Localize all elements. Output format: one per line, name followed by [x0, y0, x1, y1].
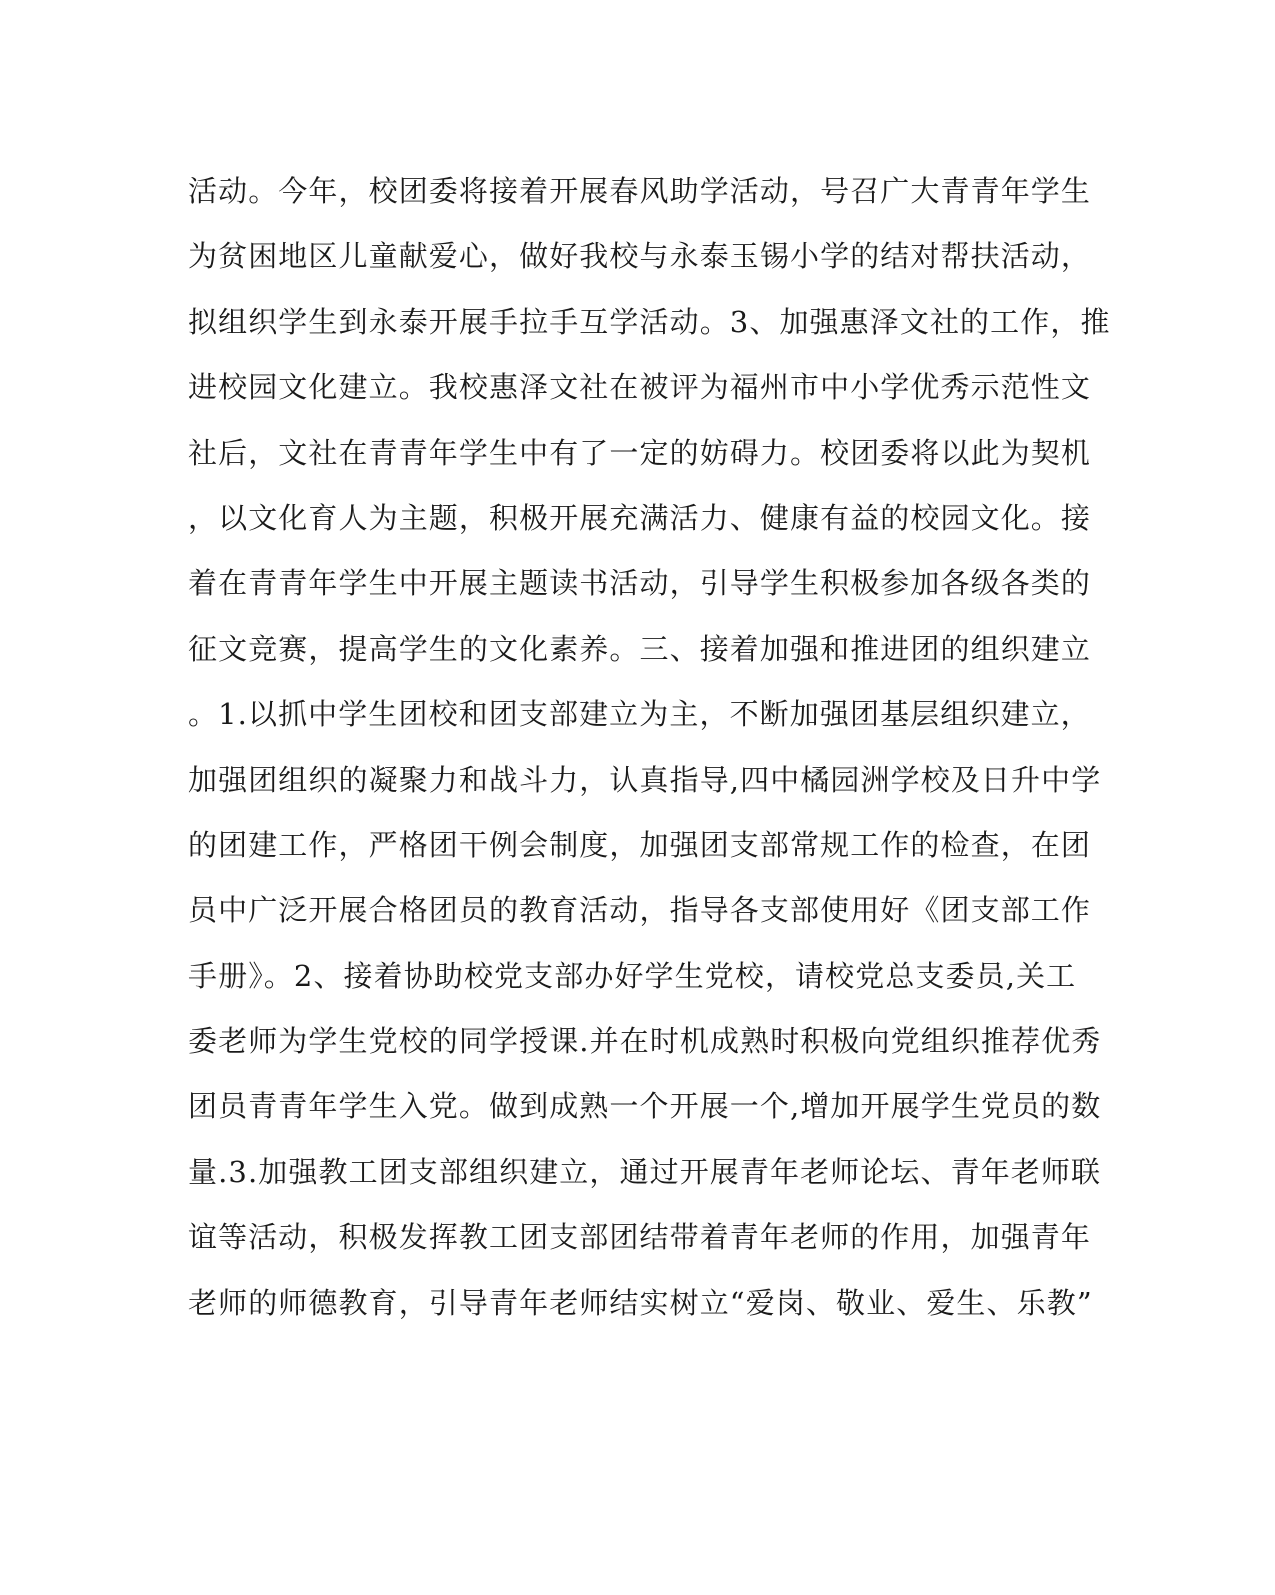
- text-line: 的团建工作，严格团干例会制度，加强团支部常规工作的检查，在团: [188, 827, 1092, 862]
- text-line: 量.3.加强教工团支部组织建立，通过开展青年老师论坛、青年老师联: [188, 1154, 1102, 1189]
- text-line: 加强团组织的凝聚力和战斗力，认真指导,四中橘园洲学校及日升中学: [188, 762, 1102, 797]
- text-line: ，以文化育人为主题，积极开展充满活力、健康有益的校园文化。接: [188, 500, 1092, 535]
- text-line: 团员青青年学生入党。做到成熟一个开展一个,增加开展学生党员的数: [188, 1089, 1102, 1124]
- text-line: 活动。今年，校团委将接着开展春风助学活动，号召广大青青年学生: [188, 174, 1092, 208]
- text-line: 。1.以抓中学生团校和团支部建立为主，不断加强团基层组织建立，: [188, 697, 1091, 732]
- text-line: 员中广泛开展合格团员的教育活动，指导各支部使用好《团支部工作: [188, 893, 1092, 928]
- text-line: 为贫困地区儿童献爱心，做好我校与永泰玉锡小学的结对帮扶活动，: [188, 239, 1092, 274]
- text-line: 老师的师德教育，引导青年老师结实树立“爱岗、敬业、爱生、乐教”: [188, 1285, 1093, 1320]
- text-line: 拟组织学生到永泰开展手拉手互学活动。3、加强惠泽文社的工作，推: [188, 304, 1111, 339]
- text-line: 社后，文社在青青年学生中有了一定的妨碍力。校团委将以此为契机: [188, 435, 1092, 470]
- text-line: 进校园文化建立。我校惠泽文社在被评为福州市中小学优秀示范性文: [188, 370, 1092, 405]
- text-line: 着在青青年学生中开展主题读书活动，引导学生积极参加各级各类的: [188, 566, 1092, 601]
- text-line: 谊等活动，积极发挥教工团支部团结带着青年老师的作用，加强青年: [188, 1220, 1092, 1255]
- text-line: 征文竞赛，提高学生的文化素养。三、接着加强和推进团的组织建立: [188, 631, 1092, 666]
- text-line: 委老师为学生党校的同学授课.并在时机成熟时积极向党组织推荐优秀: [188, 1024, 1102, 1059]
- body-text: [188, 163, 1111, 1340]
- text-line: 手册》。2、接着协助校党支部办好学生党校，请校党总支委员,关工: [188, 958, 1077, 993]
